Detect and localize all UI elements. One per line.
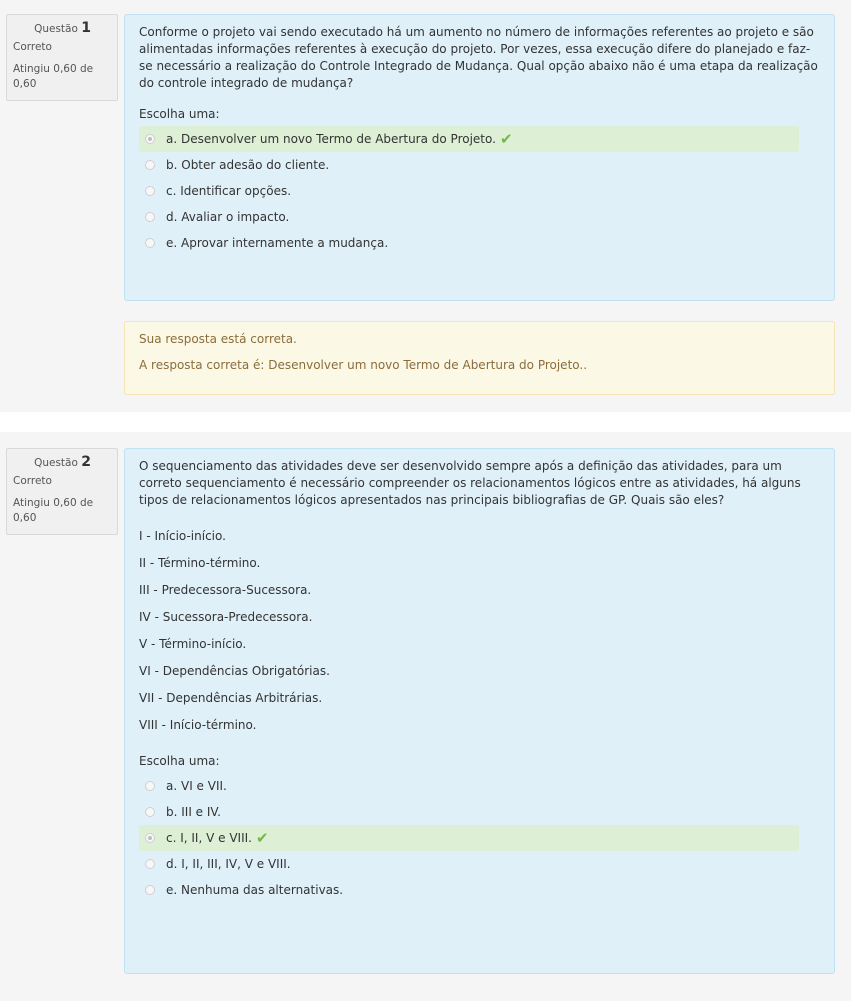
answer-options <box>139 773 820 903</box>
answer-option[interactable] <box>139 230 799 256</box>
question-number <box>13 455 111 471</box>
question-content <box>124 448 835 974</box>
answer-option-label: b. Obter adesão do cliente. <box>166 157 330 172</box>
radio-icon[interactable] <box>145 160 155 170</box>
radio-icon[interactable] <box>145 807 155 817</box>
answer-option[interactable] <box>139 204 799 230</box>
question-state: Correto <box>13 41 52 53</box>
question-label: Questão <box>34 23 78 35</box>
answer-option-label: c. Identificar opções. <box>166 183 292 198</box>
question-number-value: 2 <box>81 454 91 470</box>
feedback-answer: A resposta correta é: Desenvolver um novo Termo de Abertura do Projeto.. <box>139 358 588 372</box>
radio-icon[interactable] <box>145 238 155 248</box>
question-text <box>139 458 820 509</box>
statement-item: VII - Dependências Arbitrárias. <box>139 691 323 705</box>
statement-item: VI - Dependências Obrigatórias. <box>139 664 330 678</box>
statement-item: V - Término-início. <box>139 637 247 651</box>
question-grade: Atingiu 0,60 de 0,60 <box>13 63 94 90</box>
answer-option-label: d. I, II, III, IV, V e VIII. <box>166 856 291 871</box>
statement-item: I - Início-início. <box>139 529 226 543</box>
statement-list <box>139 523 820 739</box>
radio-icon[interactable] <box>145 885 155 895</box>
question-content <box>124 14 835 301</box>
answer-option-label: e. Nenhuma das alternativas. <box>166 882 344 897</box>
answer-option[interactable] <box>139 825 799 851</box>
question-text-body: Conforme o projeto vai sendo executado há um aumento no número de informações referentes ao projeto e são alimentadas informações referentes à execução do projeto. Por vezes, essa execução difere do planejado e faz-se necessário a realização do Controle Integrado de Mudança. Qual opção abaixo não é uma etapa da realização do controle integrado de mudança? <box>139 25 818 90</box>
question-label: Questão <box>34 457 78 469</box>
radio-icon[interactable] <box>145 212 155 222</box>
check-icon: ✔ <box>255 828 269 847</box>
answer-option-label: a. VI e VII. <box>166 778 227 793</box>
question-info <box>6 448 118 535</box>
answer-option[interactable] <box>139 851 799 877</box>
question-info <box>6 14 118 101</box>
answer-option-label: b. III e IV. <box>166 804 221 819</box>
radio-icon[interactable] <box>145 134 155 144</box>
answer-option-label: e. Aprovar internamente a mudança. <box>166 235 389 250</box>
statement-item: IV - Sucessora-Predecessora. <box>139 610 313 624</box>
statement-item: III - Predecessora-Sucessora. <box>139 583 312 597</box>
answer-prompt: Escolha uma: <box>139 754 220 768</box>
answer-option-label: c. I, II, V e VIII. <box>166 830 252 845</box>
radio-icon[interactable] <box>145 859 155 869</box>
radio-icon[interactable] <box>145 833 155 843</box>
statement-item: VIII - Início-término. <box>139 718 257 732</box>
question-state: Correto <box>13 475 52 487</box>
feedback-status: Sua resposta está correta. <box>139 332 297 346</box>
question-text <box>139 24 820 92</box>
answer-prompt: Escolha uma: <box>139 107 220 121</box>
feedback-box <box>124 321 835 395</box>
question-grade: Atingiu 0,60 de 0,60 <box>13 497 94 524</box>
answer-option[interactable] <box>139 178 799 204</box>
question-number-value: 1 <box>81 20 91 36</box>
answer-option[interactable] <box>139 152 799 178</box>
check-icon: ✔ <box>499 129 513 148</box>
answer-option[interactable] <box>139 877 799 903</box>
answer-option[interactable] <box>139 799 799 825</box>
question-text-body: O sequenciamento das atividades deve ser desenvolvido sempre após a definição das atividades, para um correto sequenciamento é necessário compreender os relacionamentos lógicos entre as atividades, há alguns tipos de relacionamentos lógicos apresentados nas principais bibliografias de GP. Quais são eles? <box>139 459 801 507</box>
divider <box>0 412 851 432</box>
answer-option-label: d. Avaliar o impacto. <box>166 209 290 224</box>
radio-icon[interactable] <box>145 186 155 196</box>
answer-option-label: a. Desenvolver um novo Termo de Abertura do Projeto. <box>166 131 496 146</box>
answer-options <box>139 126 820 256</box>
answer-option[interactable] <box>139 773 799 799</box>
question-number <box>13 21 111 37</box>
radio-icon[interactable] <box>145 781 155 791</box>
statement-item: II - Término-término. <box>139 556 261 570</box>
answer-option[interactable] <box>139 126 799 152</box>
question-2 <box>0 432 851 1001</box>
question-1 <box>0 0 851 412</box>
